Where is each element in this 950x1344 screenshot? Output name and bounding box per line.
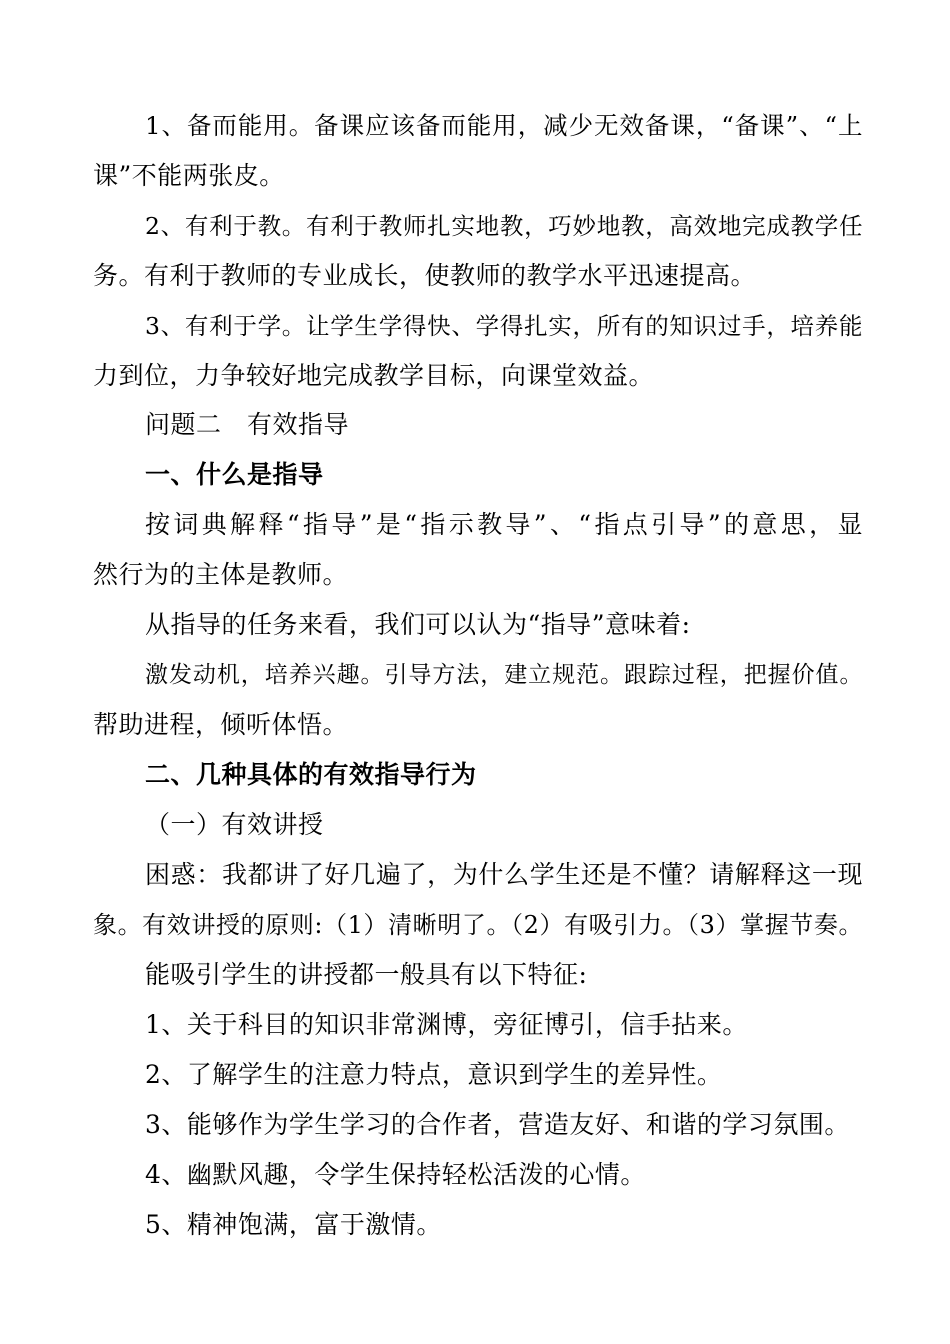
paragraph-1-line-1: 1、备而能用。备课应该备而能用，减少无效备课，“备课”、“上 <box>145 111 863 140</box>
paragraph-definition-line-1: 按词典解释“指导”是“指示教导”、“指点引导”的意思，显 <box>145 510 863 539</box>
paragraph-confusion-line-1: 困惑：我都讲了好几遍了，为什么学生还是不懂？请解释这一现 <box>145 860 863 889</box>
list-item-1: 1、关于科目的知识非常渊博，旁征博引，信手拈来。 <box>145 1010 748 1039</box>
section-title-problem-two: 问题二 有效指导 <box>145 410 350 439</box>
paragraph-task-intro: 从指导的任务来看，我们可以认为“指导”意味着: <box>145 610 691 639</box>
paragraph-definition-line-2: 然行为的主体是教师。 <box>93 560 349 589</box>
list-item-4: 4、幽默风趣，令学生保持轻松活泼的心情。 <box>145 1160 646 1189</box>
paragraph-features-intro: 能吸引学生的讲授都一般具有以下特征: <box>145 960 588 989</box>
paragraph-motivation-line-1: 激发动机，培养兴趣。引导方法，建立规范。跟踪过程，把握价值。 <box>145 662 863 688</box>
paragraph-1-line-2: 课”不能两张皮。 <box>93 161 285 190</box>
paragraph-3-line-1: 3、有利于学。让学生学得快、学得扎实，所有的知识过手，培养能 <box>145 312 863 340</box>
paragraph-confusion-line-2: 象。有效讲授的原则:（1）清晰明了。（2）有吸引力。（3）掌握节奏。 <box>93 911 863 939</box>
heading-what-is-guidance: 一、什么是指导 <box>145 460 324 489</box>
paragraph-2-line-2: 务。有利于教师的专业成长，使教师的教学水平迅速提高。 <box>93 261 757 290</box>
list-item-3: 3、能够作为学生学习的合作者，营造友好、和谐的学习氛围。 <box>145 1110 850 1139</box>
paragraph-2-line-1: 2、有利于教。有利于教师扎实地教，巧妙地教，高效地完成教学任 <box>145 212 863 240</box>
list-item-5: 5、精神饱满，富于激情。 <box>145 1210 442 1239</box>
heading-guidance-behaviors: 二、几种具体的有效指导行为 <box>145 760 477 789</box>
list-item-2: 2、了解学生的注意力特点，意识到学生的差异性。 <box>145 1060 723 1089</box>
subheading-effective-lecturing: （一）有效讲授 <box>145 810 324 839</box>
paragraph-motivation-line-2: 帮助进程，倾听体悟。 <box>93 710 349 739</box>
paragraph-3-line-2: 力到位，力争较好地完成教学目标，向课堂效益。 <box>93 361 655 390</box>
